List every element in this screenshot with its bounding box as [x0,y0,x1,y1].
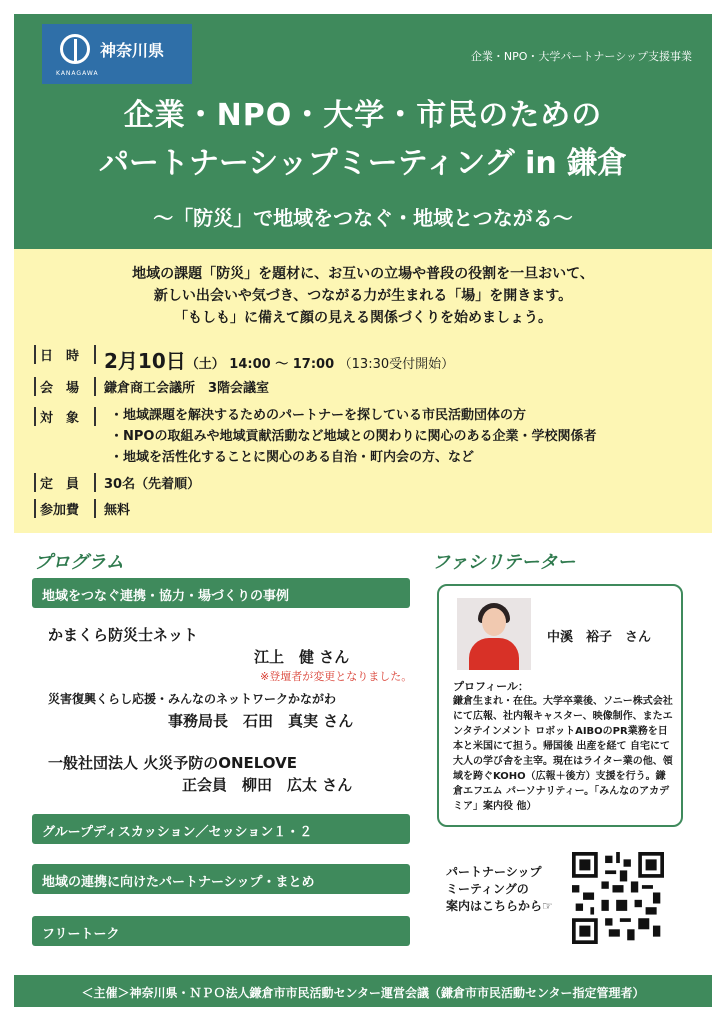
target-item: ・地域課題を解決するためのパートナーを探している市民活動団体の方 [110,408,527,423]
program-title: プログラム [34,552,124,573]
intro-line: 「もしも」に備えて顔の見える関係づくりを始めましょう。 [174,310,552,326]
capacity-label: 定 員 [34,473,96,492]
qr-caption-line: 案内はこちらから☞ [446,899,553,913]
photo-body [469,638,519,670]
header-banner [14,14,712,249]
fee-value: 無料 [104,503,131,518]
speaker-org-1: かまくら防災士ネット [48,626,199,644]
qr-caption-line: パートナーシップ [446,865,542,879]
facilitator-photo [457,598,531,670]
date-value [96,345,454,374]
qr-caption-line: ミーティングの [446,882,529,896]
date-row [34,345,454,374]
facilitator-name: 中溪 裕子 さん [547,630,652,645]
program-tag: 企業・NPO・大学パートナーシップ支援事業 [470,50,692,63]
speaker-name-2: 事務局長 石田 真実 さん [168,712,354,730]
date-reception: （13:30受付開始） [338,357,455,372]
profile-text: 鎌倉生まれ・在住。大学卒業後、ソニー株式会社にて広報、社内報キャスター、映像制作、またエンタテインメント ロボットAIBOのPR業務を日本と米国にて担う。帰国後 出産を経て 自宅にて大人の学び舎を主宰。現在はライター業の他、領域を跨ぐKOHO（広報＋後方）支援を行う。鎌倉エフエム パーソナリティー。「みんなのアカデミア」案内役 他） [453,696,673,812]
facilitator-title: ファシリテーター [432,552,576,573]
speaker-change-note: ※登壇者が変更となりました。 [260,670,413,683]
target-list [110,405,596,468]
prefecture-emblem-icon [60,34,90,64]
program-section-4: フリートーク [32,916,410,946]
venue-label: 会 場 [34,377,96,396]
profile-label: プロフィール： [453,680,529,693]
date-label: 日 時 [34,345,96,364]
target-label: 対 象 [34,407,96,426]
speaker-name-1: 江上 健 さん [254,648,350,666]
title-line-2: パートナーシップミーティング in 鎌倉 [98,146,628,181]
program-section-3: 地域の連携に向けたパートナーシップ・まとめ [32,864,410,894]
logo-text: 神奈川県 [100,41,165,60]
qr-code[interactable] [572,852,664,944]
speaker-org-2: 災害復興くらし応援・みんなのネットワークかながわ [48,692,337,706]
subtitle: ～「防災」で地域をつなぐ・地域とつながる～ [153,206,573,230]
intro-line: 新しい出会いや気づき、つながる力が生まれる「場」を開きます。 [153,288,573,304]
program-section-1: 地域をつなぐ連携・協力・場づくりの事例 [32,578,410,608]
date-time: 14:00 ～ 17:00 [229,357,335,372]
target-item: ・NPOの取組みや地域貢献活動など地域との関わりに関心のある企業・学校関係者 [110,429,597,444]
program-section-2: グループディスカッション／セッション１・２ [32,814,410,844]
kanagawa-logo [42,24,192,84]
fee-row [34,499,130,518]
logo-subtext: KANAGAWA [56,70,99,77]
target-item: ・地域を活性化することに関心のある自治・町内会の方、など [110,450,475,465]
photo-face [482,608,506,636]
speaker-name-3: 正会員 柳田 広太 さん [182,776,353,794]
venue-value: 鎌倉商工会議所 3階会議室 [104,381,270,396]
qr-caption [446,864,553,915]
date-main: 2月10日 [104,349,186,373]
title-line-1: 企業・NPO・大学・市民のための [123,98,603,133]
date-day: （土） [185,357,225,372]
intro-text [14,263,712,329]
capacity-value: 30名（先着順） [104,477,201,492]
organizer-footer: ＜主催＞神奈川県・ＮＰＯ法人鎌倉市市民活動センター運営会議（鎌倉市市民活動センター指定管理者） [14,975,712,1007]
intro-line: 地域の課題「防災」を題材に、お互いの立場や普段の役割を一旦おいて、 [132,266,594,282]
venue-row [34,377,269,396]
fee-label: 参加費 [34,499,96,518]
target-row [34,407,96,426]
speaker-org-3: 一般社団法人 火災予防のONELOVE [48,754,298,772]
facilitator-card [437,584,683,827]
capacity-row [34,473,200,492]
event-info-section [14,249,712,533]
